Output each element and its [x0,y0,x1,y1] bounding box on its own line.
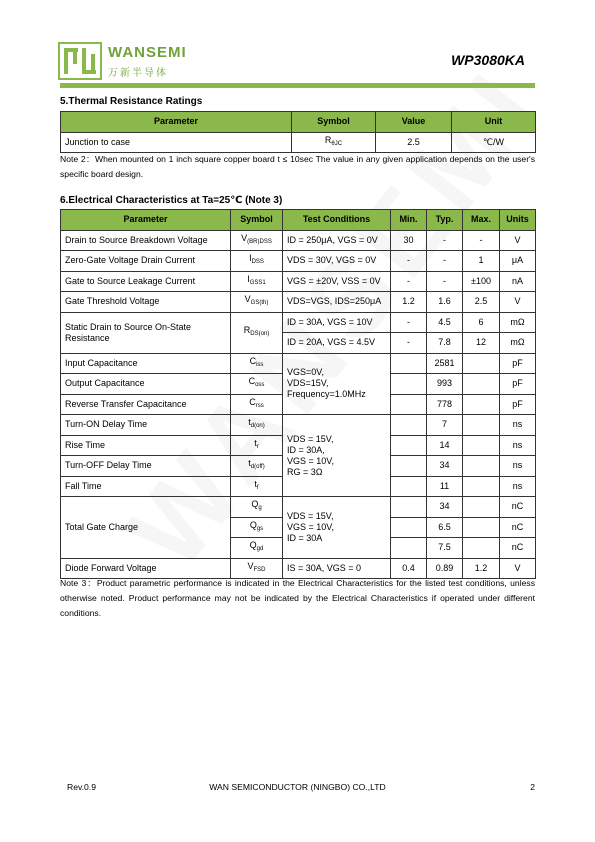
cell-conditions: ID = 20A, VGS = 4.5V [283,333,391,354]
thermal-section-title: 5.Thermal Resistance Ratings [60,96,203,107]
cell-symbol: $C_{oss}$ [231,374,283,395]
cell-min [391,476,427,497]
cell-parameter: Fall Time [61,476,231,497]
cell-symbol: $Q_{gs}$ [231,517,283,538]
cell-min [391,394,427,415]
cell-typ: 34 [427,456,463,477]
cell-conditions: VDS = 30V, VGS = 0V [283,251,391,272]
cell-parameter: Diode Forward Voltage [61,558,231,579]
cell-max: 12 [463,333,500,354]
cell-value: 2.5 [376,132,452,153]
cell-symbol: $R_{DS(on)}$ [231,312,283,353]
cell-typ: 2581 [427,353,463,374]
cell-typ: 993 [427,374,463,395]
cell-unit: mΩ [500,312,536,333]
footer-company: WAN SEMICONDUCTOR (NINGBO) CO.,LTD [209,782,386,792]
cell-max [463,456,500,477]
logo-text: WANSEMI [108,44,187,61]
cell-parameter: Input Capacitance [61,353,231,374]
table-row [61,292,536,313]
electrical-table [60,209,536,579]
cell-parameter: Output Capacitance [61,374,231,395]
logo-mark-icon [58,42,102,80]
table-row [61,497,536,518]
cell-parameter: Junction to case [61,132,292,153]
company-logo [58,42,188,82]
cell-typ: 0.89 [427,558,463,579]
part-number: WP3080KA [451,52,525,68]
cell-unit: nC [500,517,536,538]
cell-conditions: VDS=VGS, IDS=250μA [283,292,391,313]
cell-parameter: Rise Time [61,435,231,456]
cell-min [391,517,427,538]
thermal-table [60,111,536,153]
cell-parameter: Drain to Source Breakdown Voltage [61,230,231,251]
cell-max [463,538,500,559]
cell-symbol: $t_r$ [231,435,283,456]
electrical-section-title: 6.Electrical Characteristics at Ta=25℃ (Note 3) [60,195,283,206]
cell-symbol: $I_{GSS1}$ [231,271,283,292]
cell-min [391,435,427,456]
col-header: Symbol [231,210,283,231]
cell-conditions: ID = 30A, VGS = 10V [283,312,391,333]
table-row [61,312,536,333]
cell-symbol: $t_{d(on)}$ [231,415,283,436]
cell-min [391,374,427,395]
cell-max [463,374,500,395]
cell-max [463,497,500,518]
table-row [61,132,536,153]
col-header: Test Conditions [283,210,391,231]
cell-unit: ns [500,435,536,456]
cell-conditions: VGS = ±20V, VSS = 0V [283,271,391,292]
cell-min [391,415,427,436]
cell-max [463,476,500,497]
cell-min [391,456,427,477]
footer-revision: Rev.0.9 [67,782,96,792]
cell-min [391,353,427,374]
cell-conditions: VDS = 15V, ID = 30A, VGS = 10V, RG = 3Ω [283,415,391,497]
cell-max [463,435,500,456]
cell-parameter: Reverse Transfer Capacitance [61,394,231,415]
col-header: Typ. [427,210,463,231]
cell-symbol: $t_{d(off)}$ [231,456,283,477]
cell-unit: ns [500,476,536,497]
cell-min: - [391,333,427,354]
cell-unit: nC [500,538,536,559]
logo-chinese-text: 万新半导体 [108,68,168,79]
col-header: Unit [452,112,536,133]
cell-max [463,415,500,436]
cell-conditions: VGS=0V, VDS=15V, Frequency=1.0MHz [283,353,391,415]
cell-typ: 778 [427,394,463,415]
cell-unit: ns [500,415,536,436]
table-row [61,271,536,292]
header-rule [60,83,535,88]
cell-symbol: $C_{rss}$ [231,394,283,415]
cell-max: 2.5 [463,292,500,313]
cell-typ: 14 [427,435,463,456]
cell-symbol: $t_f$ [231,476,283,497]
cell-parameter: Gate Threshold Voltage [61,292,231,313]
cell-parameter: Turn-OFF Delay Time [61,456,231,477]
cell-unit: V [500,558,536,579]
col-header: Parameter [61,210,231,231]
cell-min: - [391,271,427,292]
thermal-header-row [61,112,536,133]
cell-unit: nC [500,497,536,518]
cell-typ: 7 [427,415,463,436]
table-row [61,415,536,436]
cell-unit: pF [500,374,536,395]
cell-max: ±100 [463,271,500,292]
col-header: Symbol [292,112,376,133]
cell-symbol: $Q_g$ [231,497,283,518]
cell-unit: V [500,230,536,251]
cell-typ: 6.5 [427,517,463,538]
cell-unit: V [500,292,536,313]
footer-page-number: 2 [530,782,535,792]
note-3: Note 3：Product parametric performance is indicated in the Electrical Characteristics for the listed test conditions, unless otherwise noted. Product performance may not be indicated by the Electrical Characteristics if operated under different conditions. [60,578,535,618]
cell-max [463,394,500,415]
cell-parameter: Total Gate Charge [61,497,231,559]
cell-conditions: IS = 30A, VGS = 0 [283,558,391,579]
cell-typ: - [427,230,463,251]
col-header: Value [376,112,452,133]
cell-parameter: Static Drain to Source On-State Resistance [61,312,231,353]
cell-min: 1.2 [391,292,427,313]
col-header: Units [500,210,536,231]
cell-parameter: Turn-ON Delay Time [61,415,231,436]
cell-symbol: $C_{iss}$ [231,353,283,374]
cell-typ: 34 [427,497,463,518]
cell-symbol: $Q_{gd}$ [231,538,283,559]
cell-parameter: Gate to Source Leakage Current [61,271,231,292]
cell-min [391,538,427,559]
cell-unit: ℃/W [452,132,536,153]
cell-max: 6 [463,312,500,333]
cell-typ: 11 [427,476,463,497]
cell-symbol: $V_{(BR)DSS}$ [231,230,283,251]
cell-typ: - [427,271,463,292]
cell-typ: - [427,251,463,272]
table-row [61,251,536,272]
cell-symbol: $V_{FSD}$ [231,558,283,579]
cell-min: - [391,251,427,272]
cell-max [463,517,500,538]
note-2: Note 2：When mounted on 1 inch square copper board t ≤ 10sec The value in any given application depends on the user's specific board design. [60,154,535,179]
cell-unit: ns [500,456,536,477]
table-row [61,353,536,374]
cell-min [391,497,427,518]
cell-unit: pF [500,394,536,415]
cell-conditions: VDS = 15V, VGS = 10V, ID = 30A [283,497,391,559]
cell-unit: nA [500,271,536,292]
cell-parameter: Zero-Gate Voltage Drain Current [61,251,231,272]
table-row [61,230,536,251]
cell-min: 30 [391,230,427,251]
cell-unit: mΩ [500,333,536,354]
cell-max [463,353,500,374]
col-header: Parameter [61,112,292,133]
cell-symbol: $I_{DSS}$ [231,251,283,272]
electrical-header-row [61,210,536,231]
cell-typ: 7.8 [427,333,463,354]
cell-conditions: ID = 250μA, VGS = 0V [283,230,391,251]
col-header: Max. [463,210,500,231]
cell-max: 1 [463,251,500,272]
cell-min: 0.4 [391,558,427,579]
cell-max: - [463,230,500,251]
cell-typ: 7.5 [427,538,463,559]
cell-typ: 4.5 [427,312,463,333]
cell-typ: 1.6 [427,292,463,313]
cell-unit: μA [500,251,536,272]
cell-symbol: $R_{\theta JC}$ [292,132,376,153]
cell-symbol: $V_{GS(th)}$ [231,292,283,313]
cell-max: 1.2 [463,558,500,579]
col-header: Min. [391,210,427,231]
cell-min: - [391,312,427,333]
cell-unit: pF [500,353,536,374]
